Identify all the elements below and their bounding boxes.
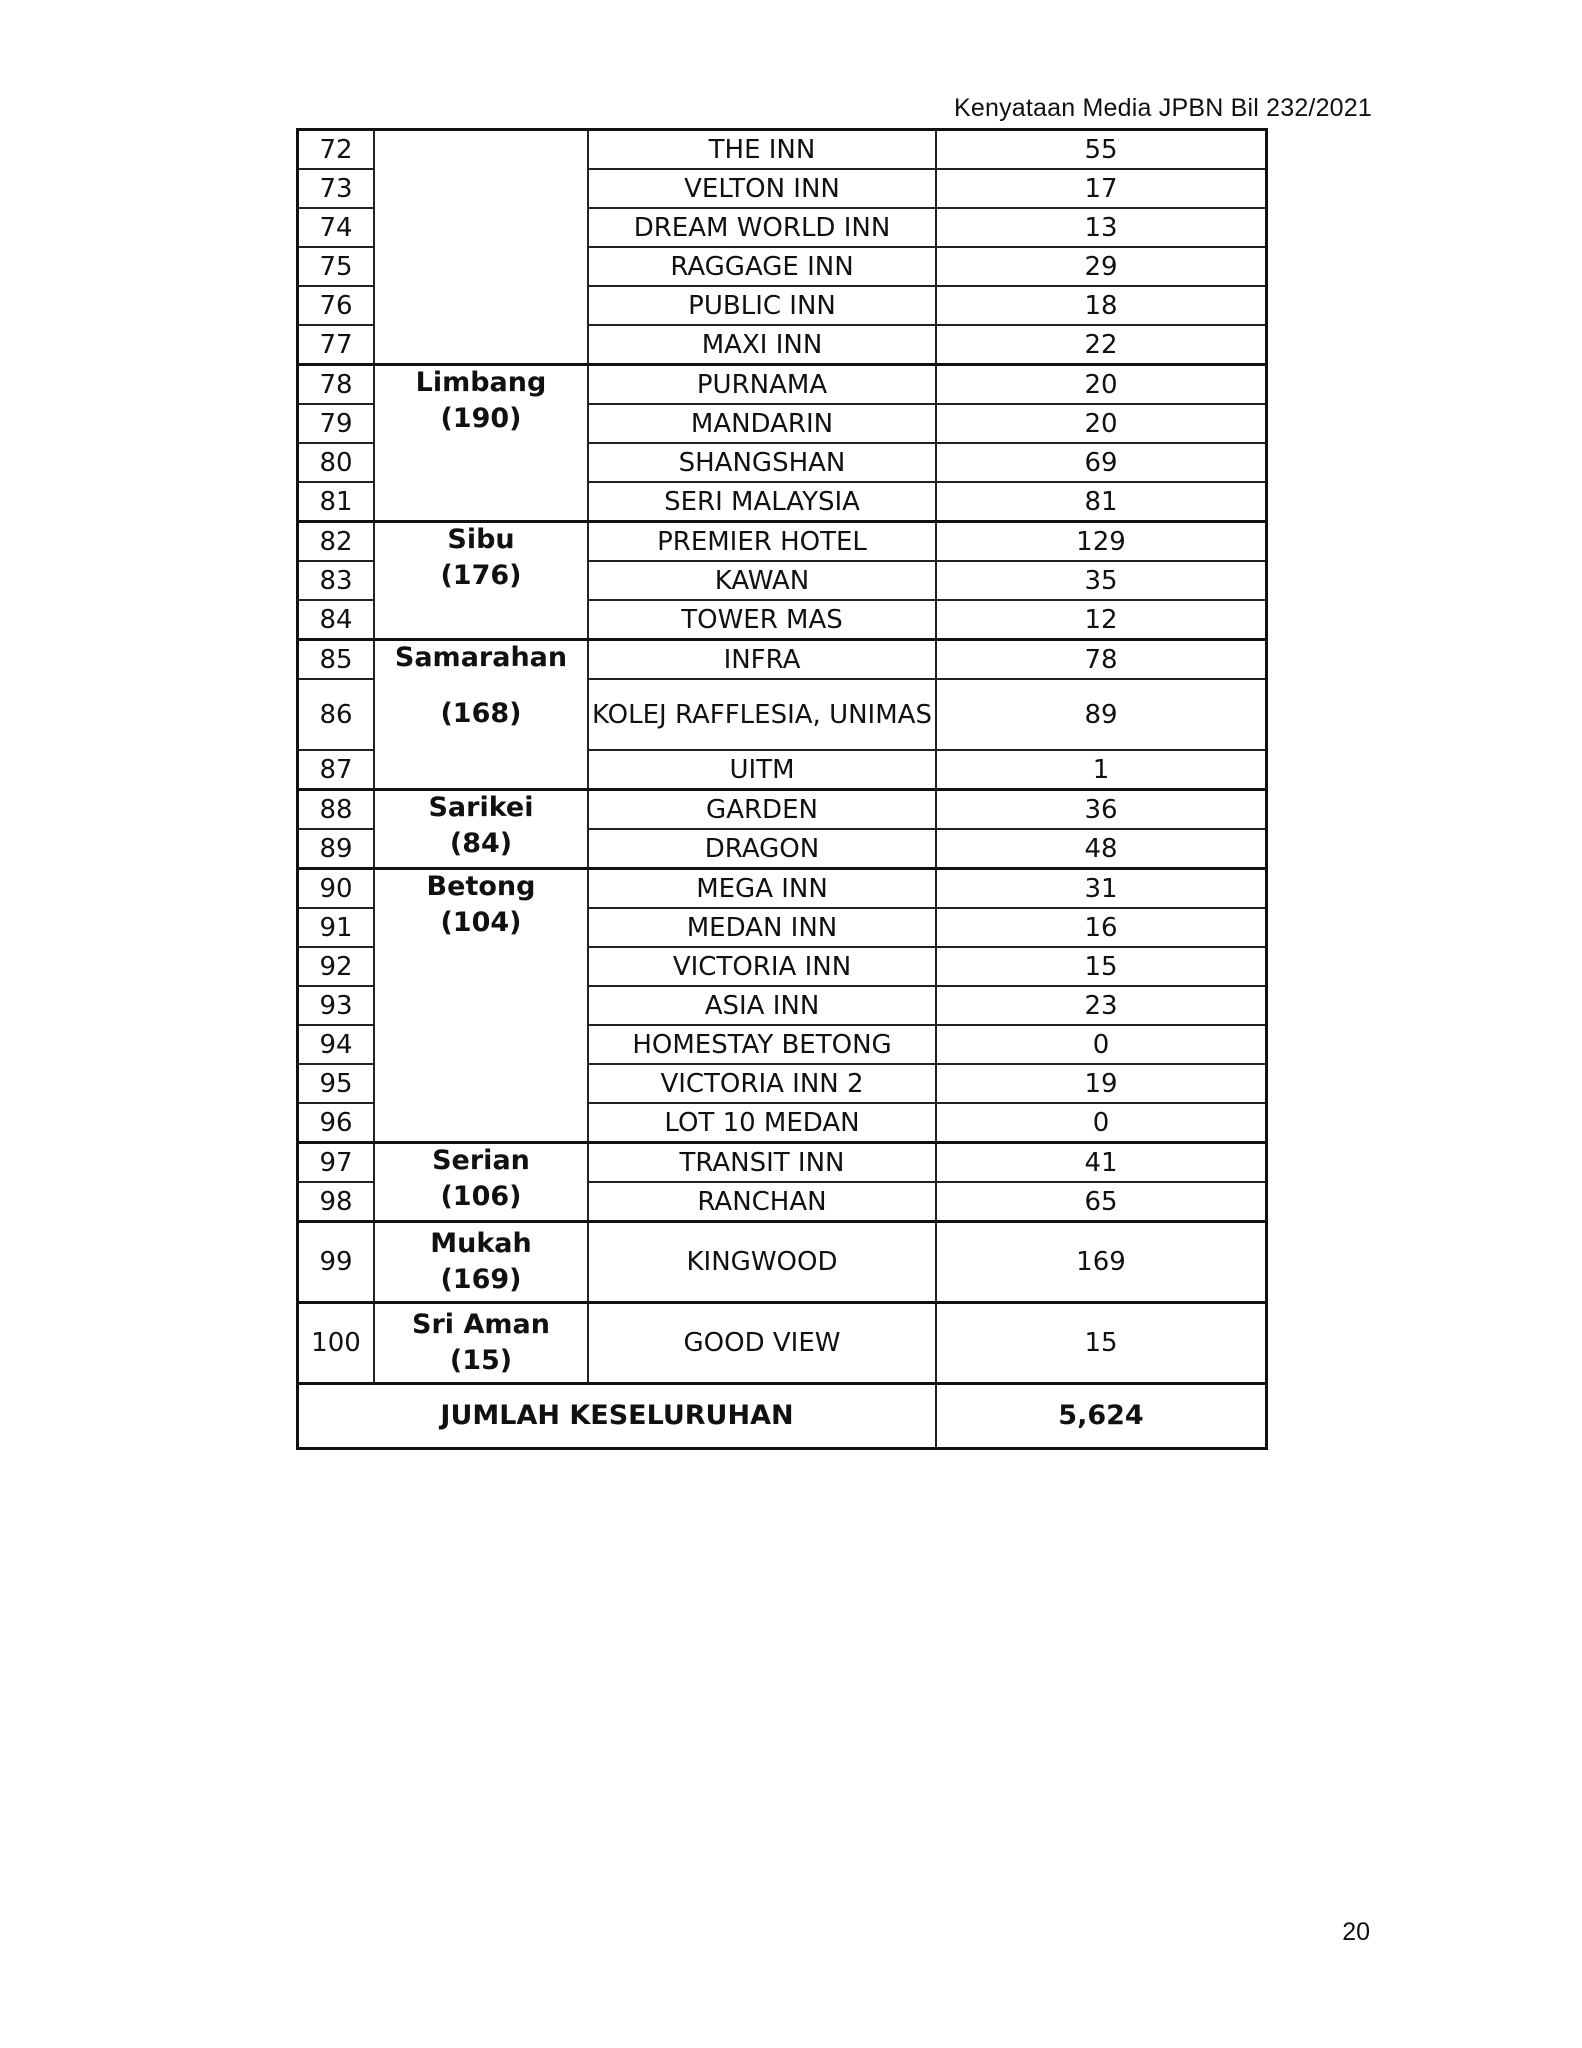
row-number: 89 [298, 829, 375, 869]
hotel-name: RANCHAN [588, 1182, 936, 1222]
occupant-count: 1 [936, 750, 1267, 790]
district-cell-sarikei [374, 790, 588, 869]
occupant-count: 41 [936, 1143, 1267, 1183]
district-cell-sri-aman [374, 1303, 588, 1384]
row-number: 92 [298, 947, 375, 986]
row-number: 88 [298, 790, 375, 830]
district-total: (84) [449, 828, 513, 859]
hotel-name: THE INN [588, 130, 936, 170]
occupant-count: 16 [936, 908, 1267, 947]
row-number: 76 [298, 286, 375, 325]
hotel-name: MEGA INN [588, 869, 936, 909]
row-number: 93 [298, 986, 375, 1025]
page-number: 20 [1342, 1918, 1370, 1946]
row-number: 82 [298, 522, 375, 562]
hotel-name: LOT 10 MEDAN [588, 1103, 936, 1143]
hotel-name: TRANSIT INN [588, 1143, 936, 1183]
row-number: 90 [298, 869, 375, 909]
occupant-count: 0 [936, 1103, 1267, 1143]
row-number: 87 [298, 750, 375, 790]
hotel-name: SHANGSHAN [588, 443, 936, 482]
occupant-count: 129 [936, 522, 1267, 562]
occupant-count: 20 [936, 365, 1267, 405]
occupant-count: 13 [936, 208, 1267, 247]
row-number: 98 [298, 1182, 375, 1222]
table-row [298, 1222, 1267, 1303]
district-total: (104) [440, 907, 522, 938]
district-cell-continued [374, 130, 588, 365]
hotel-name: VICTORIA INN 2 [588, 1064, 936, 1103]
row-number: 75 [298, 247, 375, 286]
table-row [298, 869, 1267, 909]
row-number: 99 [298, 1222, 375, 1303]
row-number: 94 [298, 1025, 375, 1064]
occupant-count: 17 [936, 169, 1267, 208]
row-number: 86 [298, 679, 375, 750]
occupant-count: 35 [936, 561, 1267, 600]
occupant-count: 23 [936, 986, 1267, 1025]
occupant-count: 20 [936, 404, 1267, 443]
row-number: 83 [298, 561, 375, 600]
occupant-count: 18 [936, 286, 1267, 325]
occupant-count: 0 [936, 1025, 1267, 1064]
occupant-count: 29 [936, 247, 1267, 286]
table-row [298, 790, 1267, 830]
hotel-name: KINGWOOD [588, 1222, 936, 1303]
district-name: Sarikei [428, 792, 534, 823]
table-row [298, 1303, 1267, 1384]
row-number: 97 [298, 1143, 375, 1183]
district-name: Samarahan [394, 642, 568, 673]
row-number: 96 [298, 1103, 375, 1143]
quarantine-centre-table [296, 128, 1268, 1450]
occupant-count: 15 [936, 947, 1267, 986]
row-number: 72 [298, 130, 375, 170]
hotel-name: INFRA [588, 640, 936, 680]
occupant-count: 31 [936, 869, 1267, 909]
district-total: (106) [440, 1181, 522, 1212]
row-number: 100 [298, 1303, 375, 1384]
occupant-count: 69 [936, 443, 1267, 482]
district-name: Sibu [447, 524, 515, 555]
row-number: 77 [298, 325, 375, 365]
hotel-name: DRAGON [588, 829, 936, 869]
occupant-count: 55 [936, 130, 1267, 170]
table-row [298, 1143, 1267, 1183]
row-number: 78 [298, 365, 375, 405]
district-cell-betong [374, 869, 588, 1143]
row-number: 79 [298, 404, 375, 443]
hotel-name: ASIA INN [588, 986, 936, 1025]
hotel-name: GOOD VIEW [588, 1303, 936, 1384]
district-name: Betong [426, 871, 536, 902]
occupant-count: 65 [936, 1182, 1267, 1222]
district-name: Serian [432, 1145, 530, 1176]
occupant-count: 36 [936, 790, 1267, 830]
row-number: 95 [298, 1064, 375, 1103]
district-cell-samarahan [374, 640, 588, 790]
hotel-name: VICTORIA INN [588, 947, 936, 986]
district-cell-mukah [374, 1222, 588, 1303]
occupant-count: 78 [936, 640, 1267, 680]
hotel-name: VELTON INN [588, 169, 936, 208]
hotel-name: PREMIER HOTEL [588, 522, 936, 562]
hotel-name: MAXI INN [588, 325, 936, 365]
occupant-count: 81 [936, 482, 1267, 522]
row-number: 81 [298, 482, 375, 522]
hotel-name: GARDEN [588, 790, 936, 830]
hotel-name: MEDAN INN [588, 908, 936, 947]
district-name: Limbang [415, 367, 547, 398]
district-cell-serian [374, 1143, 588, 1222]
total-label: JUMLAH KESELURUHAN [298, 1384, 937, 1449]
table-row [298, 522, 1267, 562]
hotel-name: HOMESTAY BETONG [588, 1025, 936, 1064]
hotel-name: RAGGAGE INN [588, 247, 936, 286]
occupant-count: 19 [936, 1064, 1267, 1103]
hotel-name: KAWAN [588, 561, 936, 600]
occupant-count: 22 [936, 325, 1267, 365]
hotel-name: PUBLIC INN [588, 286, 936, 325]
occupant-count: 48 [936, 829, 1267, 869]
district-total: (190) [440, 403, 522, 434]
district-total: (168) [440, 698, 522, 729]
occupant-count: 12 [936, 600, 1267, 640]
hotel-name: KOLEJ RAFFLESIA, UNIMAS [588, 679, 936, 750]
district-total: (15) [449, 1345, 513, 1376]
hotel-name: DREAM WORLD INN [588, 208, 936, 247]
row-number: 73 [298, 169, 375, 208]
hotel-name: SERI MALAYSIA [588, 482, 936, 522]
hotel-name: TOWER MAS [588, 600, 936, 640]
hotel-name: MANDARIN [588, 404, 936, 443]
hotel-name: PURNAMA [588, 365, 936, 405]
occupant-count: 169 [936, 1222, 1267, 1303]
row-number: 80 [298, 443, 375, 482]
hotel-name: UITM [588, 750, 936, 790]
occupant-count: 15 [936, 1303, 1267, 1384]
district-name: Sri Aman [412, 1309, 550, 1340]
district-total: (176) [440, 560, 522, 591]
district-name: Mukah [430, 1228, 532, 1259]
table-row [298, 365, 1267, 405]
occupant-count: 89 [936, 679, 1267, 750]
row-number: 84 [298, 600, 375, 640]
district-cell-limbang [374, 365, 588, 522]
row-number: 85 [298, 640, 375, 680]
district-total: (169) [440, 1264, 522, 1295]
district-cell-sibu [374, 522, 588, 640]
table-row [298, 640, 1267, 680]
total-value: 5,624 [936, 1384, 1267, 1449]
page-header: Kenyataan Media JPBN Bil 232/2021 [954, 94, 1372, 122]
table-row [298, 130, 1267, 170]
total-row [298, 1384, 1267, 1449]
row-number: 91 [298, 908, 375, 947]
row-number: 74 [298, 208, 375, 247]
